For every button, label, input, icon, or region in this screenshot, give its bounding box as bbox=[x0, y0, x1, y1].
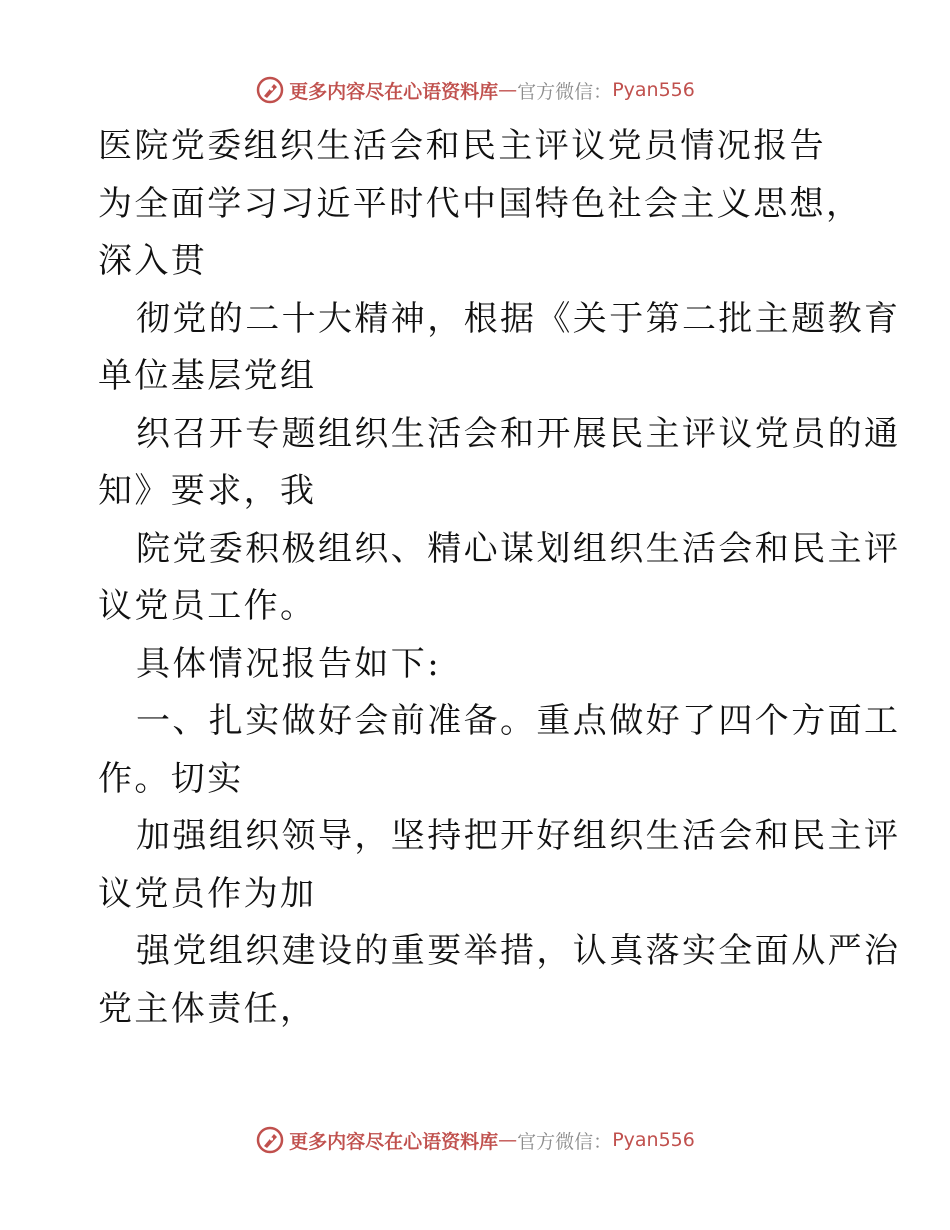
pen-nib-logo-icon bbox=[255, 75, 285, 105]
paragraph-line: 强党组织建设的重要举措，认真落实全面从严治 bbox=[136, 931, 901, 971]
wechat-id: Pyan556 bbox=[612, 79, 695, 101]
paragraph-line: 单位基层党组 bbox=[98, 356, 317, 396]
document-title: 医院党委组织生活会和民主评议党员情况报告 bbox=[98, 126, 826, 166]
paragraph-line: 织召开专题组织生活会和开展民主评议党员的通 bbox=[136, 413, 901, 454]
paragraph-line: 议党员作为加 bbox=[98, 873, 317, 914]
site-name: 更多内容尽在心语资料库 bbox=[289, 80, 499, 103]
paragraph-line: 一、扎实做好会前准备。重点做好了四个方面工 bbox=[136, 701, 901, 741]
pen-nib-logo-icon bbox=[255, 1125, 285, 1155]
document-body bbox=[98, 118, 901, 1038]
wechat-label: 官方微信： bbox=[517, 80, 613, 103]
wechat-id: Pyan556 bbox=[612, 1129, 695, 1151]
paragraph-line: 院党委积极组织、精心谋划组织生活会和民主评 bbox=[136, 528, 901, 569]
separator: — bbox=[498, 79, 518, 101]
paragraph-line: 深入贯 bbox=[98, 241, 208, 281]
footer-banner bbox=[0, 1120, 950, 1160]
separator: — bbox=[498, 1129, 518, 1151]
paragraph-line: 议党员工作。 bbox=[98, 586, 317, 626]
paragraph-line: 作。切实 bbox=[98, 758, 244, 799]
header-banner bbox=[0, 70, 950, 110]
paragraph-line: 彻党的二十大精神，根据《关于第二批主题教育 bbox=[136, 298, 901, 339]
wechat-label: 官方微信： bbox=[517, 1130, 613, 1153]
paragraph-line: 加强组织领导，坚持把开好组织生活会和民主评 bbox=[136, 816, 901, 856]
paragraph-line: 知》要求，我 bbox=[98, 471, 317, 511]
site-name: 更多内容尽在心语资料库 bbox=[289, 1130, 499, 1153]
paragraph-line: 为全面学习习近平时代中国特色社会主义思想， bbox=[98, 183, 863, 224]
paragraph-line: 具体情况报告如下: bbox=[136, 643, 442, 684]
paragraph-line: 党主体责任， bbox=[98, 988, 317, 1029]
